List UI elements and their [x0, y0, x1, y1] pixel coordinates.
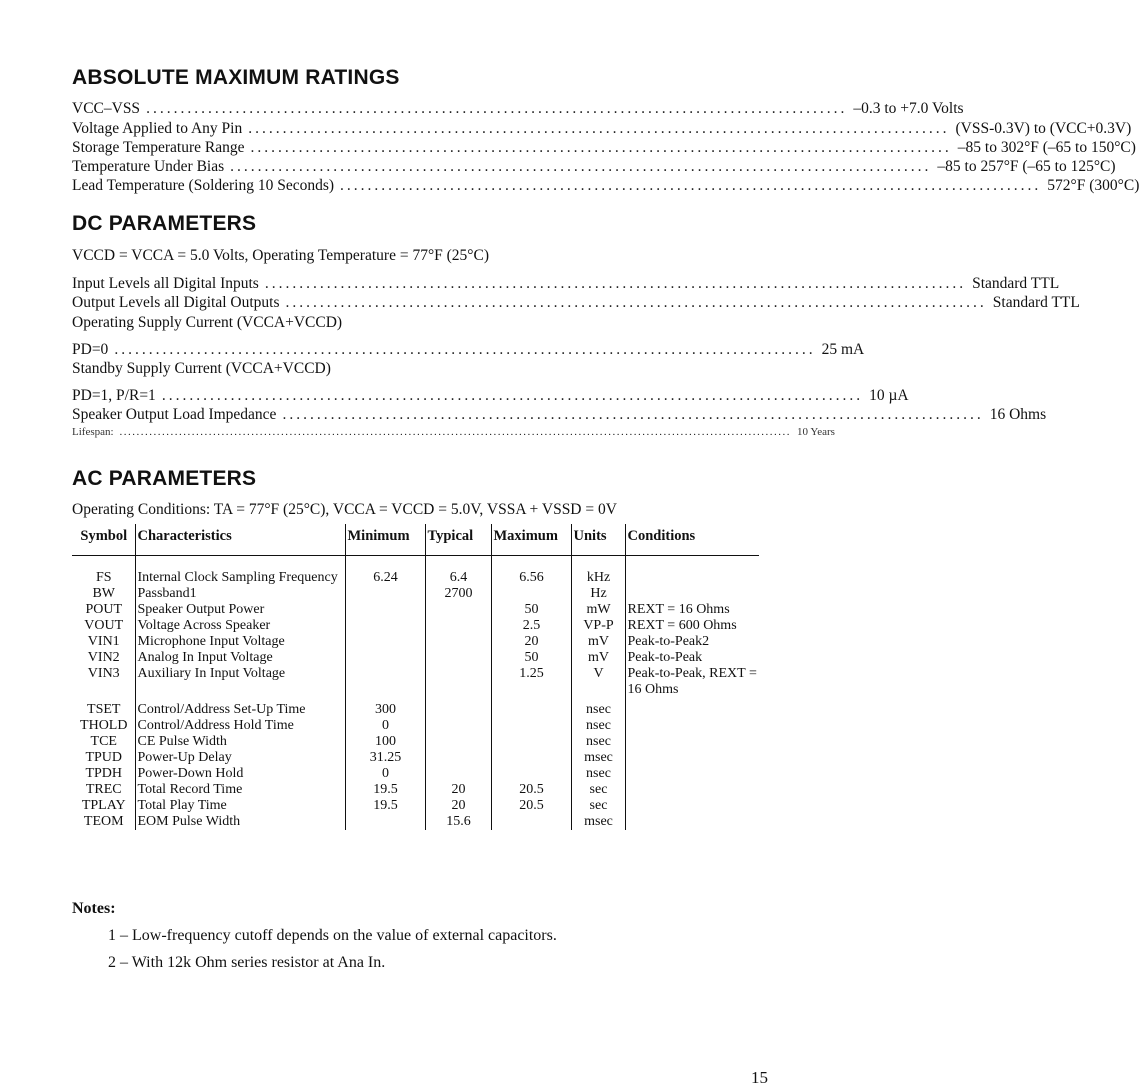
- dc-row: [72, 340, 865, 360]
- cell-conditions: [625, 766, 759, 782]
- cell-maximum: 6.56: [491, 556, 571, 587]
- cell-typical: [425, 698, 491, 718]
- cell-minimum: [345, 634, 425, 650]
- dc-label: PD=1, P/R=1: [72, 387, 156, 404]
- cell-units: mV: [571, 650, 625, 666]
- table-row: [72, 634, 759, 650]
- cell-maximum: [491, 698, 571, 718]
- header-maximum: Maximum: [491, 524, 571, 556]
- dc-row: [72, 386, 909, 406]
- cell-characteristics: Passband1: [135, 586, 345, 602]
- rating-row: [72, 119, 1132, 139]
- cell-units: V: [571, 666, 625, 698]
- cell-typical: 2700: [425, 586, 491, 602]
- cell-units: nsec: [571, 718, 625, 734]
- header-units: Units: [571, 524, 625, 556]
- cell-maximum: 20: [491, 634, 571, 650]
- dot-leader: ......................................................................................................: [114, 341, 816, 358]
- cell-units: nsec: [571, 734, 625, 750]
- dot-leader: ......................................................................................................: [230, 158, 932, 175]
- cell-units: kHz: [571, 556, 625, 587]
- dc-label: Speaker Output Load Impedance: [72, 406, 277, 423]
- notes-title: Notes:: [72, 900, 116, 917]
- cell-symbol: TEOM: [72, 814, 135, 830]
- absolute-max-heading: ABSOLUTE MAXIMUM RATINGS: [72, 66, 400, 89]
- note-item: 2 – With 12k Ohm series resistor at Ana In.: [108, 954, 386, 971]
- cell-characteristics: Analog In Input Voltage: [135, 650, 345, 666]
- cell-minimum: [345, 586, 425, 602]
- cell-maximum: [491, 814, 571, 830]
- cell-characteristics: Total Record Time: [135, 782, 345, 798]
- cell-typical: 6.4: [425, 556, 491, 587]
- dot-leader: ......................................................................................................: [250, 139, 952, 156]
- cell-typical: 15.6: [425, 814, 491, 830]
- dc-value: 10 µA: [869, 387, 909, 404]
- dc-row: [72, 274, 1060, 294]
- table-row: [72, 666, 759, 698]
- cell-units: mV: [571, 634, 625, 650]
- rating-label: Lead Temperature (Soldering 10 Seconds): [72, 177, 335, 194]
- cell-symbol: TPLAY: [72, 798, 135, 814]
- table-row: [72, 782, 759, 798]
- dc-label: Input Levels all Digital Inputs: [72, 275, 259, 292]
- cell-symbol: THOLD: [72, 718, 135, 734]
- table-header-row: [72, 524, 759, 556]
- cell-maximum: 1.25: [491, 666, 571, 698]
- dc-value: Standard TTL: [972, 275, 1060, 292]
- rating-row: [72, 157, 1116, 177]
- cell-typical: 20: [425, 782, 491, 798]
- cell-symbol: BW: [72, 586, 135, 602]
- table-row: [72, 586, 759, 602]
- cell-maximum: [491, 766, 571, 782]
- cell-conditions: Peak-to-Peak: [627, 650, 703, 665]
- cell-minimum: [345, 618, 425, 634]
- lifespan-label: Lifespan:: [72, 426, 114, 438]
- table-row: [72, 602, 759, 618]
- header-characteristics: Characteristics: [135, 524, 345, 556]
- cell-units: msec: [571, 750, 625, 766]
- cell-conditions: REXT = 600 Ohms: [627, 618, 737, 633]
- header-typical: Typical: [425, 524, 491, 556]
- table-row: [72, 698, 759, 718]
- cell-minimum: 300: [345, 698, 425, 718]
- cell-characteristics: Total Play Time: [135, 798, 345, 814]
- cell-typical: [425, 766, 491, 782]
- cell-units: msec: [571, 814, 625, 830]
- cell-symbol: TPDH: [72, 766, 135, 782]
- rating-value: –0.3 to +7.0 Volts: [853, 100, 964, 117]
- cell-units: mW: [571, 602, 625, 618]
- dot-leader: ......................................................................................................: [285, 294, 987, 311]
- cell-maximum: 20.5: [491, 782, 571, 798]
- cell-maximum: [491, 718, 571, 734]
- cell-characteristics: Power-Down Hold: [135, 766, 345, 782]
- dot-leader: ......................................................................................................: [146, 100, 848, 117]
- ac-conditions: Operating Conditions: TA = 77°F (25°C), VCCA = VCCD = 5.0V, VSSA + VSSD = 0V: [72, 501, 617, 518]
- cell-characteristics: Power-Up Delay: [135, 750, 345, 766]
- cell-maximum: [491, 750, 571, 766]
- cell-typical: [425, 750, 491, 766]
- table-row: [72, 650, 759, 666]
- cell-typical: [425, 734, 491, 750]
- cell-units: sec: [571, 798, 625, 814]
- cell-typical: [425, 666, 491, 698]
- rating-label: Storage Temperature Range: [72, 139, 245, 156]
- rating-row: [72, 99, 964, 119]
- cell-minimum: 19.5: [345, 782, 425, 798]
- cell-units: VP-P: [571, 618, 625, 634]
- cell-maximum: [491, 586, 571, 602]
- rating-value: 572°F (300°C): [1047, 177, 1139, 194]
- cell-conditions: [625, 586, 759, 602]
- cell-symbol: FS: [72, 556, 135, 587]
- header-symbol: Symbol: [72, 524, 135, 556]
- cell-minimum: 0: [345, 718, 425, 734]
- cell-typical: 20: [425, 798, 491, 814]
- cell-characteristics: Control/Address Set-Up Time: [135, 698, 345, 718]
- rating-label: VCC–VSS: [72, 100, 141, 117]
- ac-heading: AC PARAMETERS: [72, 467, 257, 490]
- cell-typical: [425, 634, 491, 650]
- cell-symbol: VIN2: [72, 650, 135, 666]
- cell-conditions: [625, 556, 759, 587]
- cell-characteristics: Microphone Input Voltage: [135, 634, 345, 650]
- cell-conditions: [625, 814, 759, 830]
- dc-value: Standard TTL: [992, 294, 1080, 311]
- dc-row: [72, 293, 1080, 313]
- cell-minimum: 19.5: [345, 798, 425, 814]
- cell-minimum: [345, 602, 425, 618]
- standby-current-title: Standby Supply Current (VCCA+VCCD): [72, 360, 331, 377]
- dc-label: PD=0: [72, 341, 109, 358]
- rating-value: (VSS-0.3V) to (VCC+0.3V): [955, 120, 1132, 137]
- table-row: [72, 734, 759, 750]
- rating-value: –85 to 257°F (–65 to 125°C): [937, 158, 1116, 175]
- cell-symbol: VIN1: [72, 634, 135, 650]
- cell-minimum: 100: [345, 734, 425, 750]
- dot-leader: ......................................................................................................: [161, 387, 864, 404]
- lifespan-row: [72, 425, 835, 439]
- cell-symbol: TPUD: [72, 750, 135, 766]
- cell-symbol: TSET: [72, 698, 135, 718]
- cell-typical: [425, 650, 491, 666]
- cell-units: sec: [571, 782, 625, 798]
- table-row: [72, 766, 759, 782]
- cell-minimum: 0: [345, 766, 425, 782]
- rating-label: Voltage Applied to Any Pin: [72, 120, 243, 137]
- ac-parameters-table: [72, 524, 759, 830]
- cell-conditions: Peak-to-Peak, REXT = 16 Ohms: [627, 666, 757, 697]
- table-row: [72, 618, 759, 634]
- cell-maximum: [491, 734, 571, 750]
- rating-row: [72, 176, 1139, 196]
- dc-row: [72, 405, 1047, 425]
- dot-leader: ......................................................................................................: [340, 177, 1042, 194]
- rating-value: –85 to 302°F (–65 to 150°C): [957, 139, 1136, 156]
- cell-conditions: REXT = 16 Ohms: [627, 602, 730, 617]
- cell-minimum: [345, 814, 425, 830]
- cell-characteristics: Speaker Output Power: [135, 602, 345, 618]
- cell-symbol: VOUT: [72, 618, 135, 634]
- cell-characteristics: Internal Clock Sampling Frequency: [135, 556, 345, 587]
- table-row: [72, 798, 759, 814]
- cell-conditions: [625, 782, 759, 798]
- cell-characteristics: Control/Address Hold Time: [135, 718, 345, 734]
- dc-value: 16 Ohms: [989, 406, 1047, 423]
- dot-leader: ......................................................................................................: [248, 120, 950, 137]
- cell-typical: [425, 602, 491, 618]
- table-row: [72, 718, 759, 734]
- cell-units: Hz: [571, 586, 625, 602]
- cell-conditions: [625, 734, 759, 750]
- cell-units: nsec: [571, 766, 625, 782]
- cell-symbol: TREC: [72, 782, 135, 798]
- cell-typical: [425, 618, 491, 634]
- dc-conditions: VCCD = VCCA = 5.0 Volts, Operating Temperature = 77°F (25°C): [72, 247, 489, 264]
- cell-conditions: [625, 718, 759, 734]
- lifespan-value: 10 Years: [797, 426, 835, 438]
- cell-symbol: POUT: [72, 602, 135, 618]
- dot-leader: ......................................................................................................: [282, 406, 984, 423]
- cell-characteristics: Auxiliary In Input Voltage: [135, 666, 345, 698]
- cell-symbol: VIN3: [72, 666, 135, 698]
- cell-minimum: 31.25: [345, 750, 425, 766]
- cell-symbol: TCE: [72, 734, 135, 750]
- operating-current-title: Operating Supply Current (VCCA+VCCD): [72, 314, 343, 331]
- cell-maximum: 50: [491, 602, 571, 618]
- table-row: [72, 750, 759, 766]
- cell-maximum: 2.5: [491, 618, 571, 634]
- cell-minimum: [345, 650, 425, 666]
- dot-leader: ..............................................................................................................................................................: [119, 426, 792, 438]
- cell-conditions: [625, 750, 759, 766]
- cell-typical: [425, 718, 491, 734]
- cell-characteristics: EOM Pulse Width: [135, 814, 345, 830]
- dc-heading: DC PARAMETERS: [72, 212, 257, 235]
- cell-maximum: 20.5: [491, 798, 571, 814]
- table-row: [72, 814, 759, 830]
- dc-value: 25 mA: [821, 341, 865, 358]
- page-number: 15: [751, 1068, 768, 1087]
- header-conditions: Conditions: [625, 524, 759, 556]
- rating-row: [72, 138, 1136, 158]
- cell-minimum: 6.24: [345, 556, 425, 587]
- cell-characteristics: Voltage Across Speaker: [135, 618, 345, 634]
- cell-maximum: 50: [491, 650, 571, 666]
- rating-label: Temperature Under Bias: [72, 158, 225, 175]
- cell-units: nsec: [571, 698, 625, 718]
- cell-conditions: [625, 698, 759, 718]
- dot-leader: ......................................................................................................: [264, 275, 967, 292]
- table-row: [72, 556, 759, 587]
- cell-conditions: [625, 798, 759, 814]
- note-item: 1 – Low-frequency cutoff depends on the value of external capacitors.: [108, 927, 557, 944]
- dc-label: Output Levels all Digital Outputs: [72, 294, 280, 311]
- cell-minimum: [345, 666, 425, 698]
- cell-characteristics: CE Pulse Width: [135, 734, 345, 750]
- cell-conditions: Peak-to-Peak2: [627, 634, 710, 649]
- header-minimum: Minimum: [345, 524, 425, 556]
